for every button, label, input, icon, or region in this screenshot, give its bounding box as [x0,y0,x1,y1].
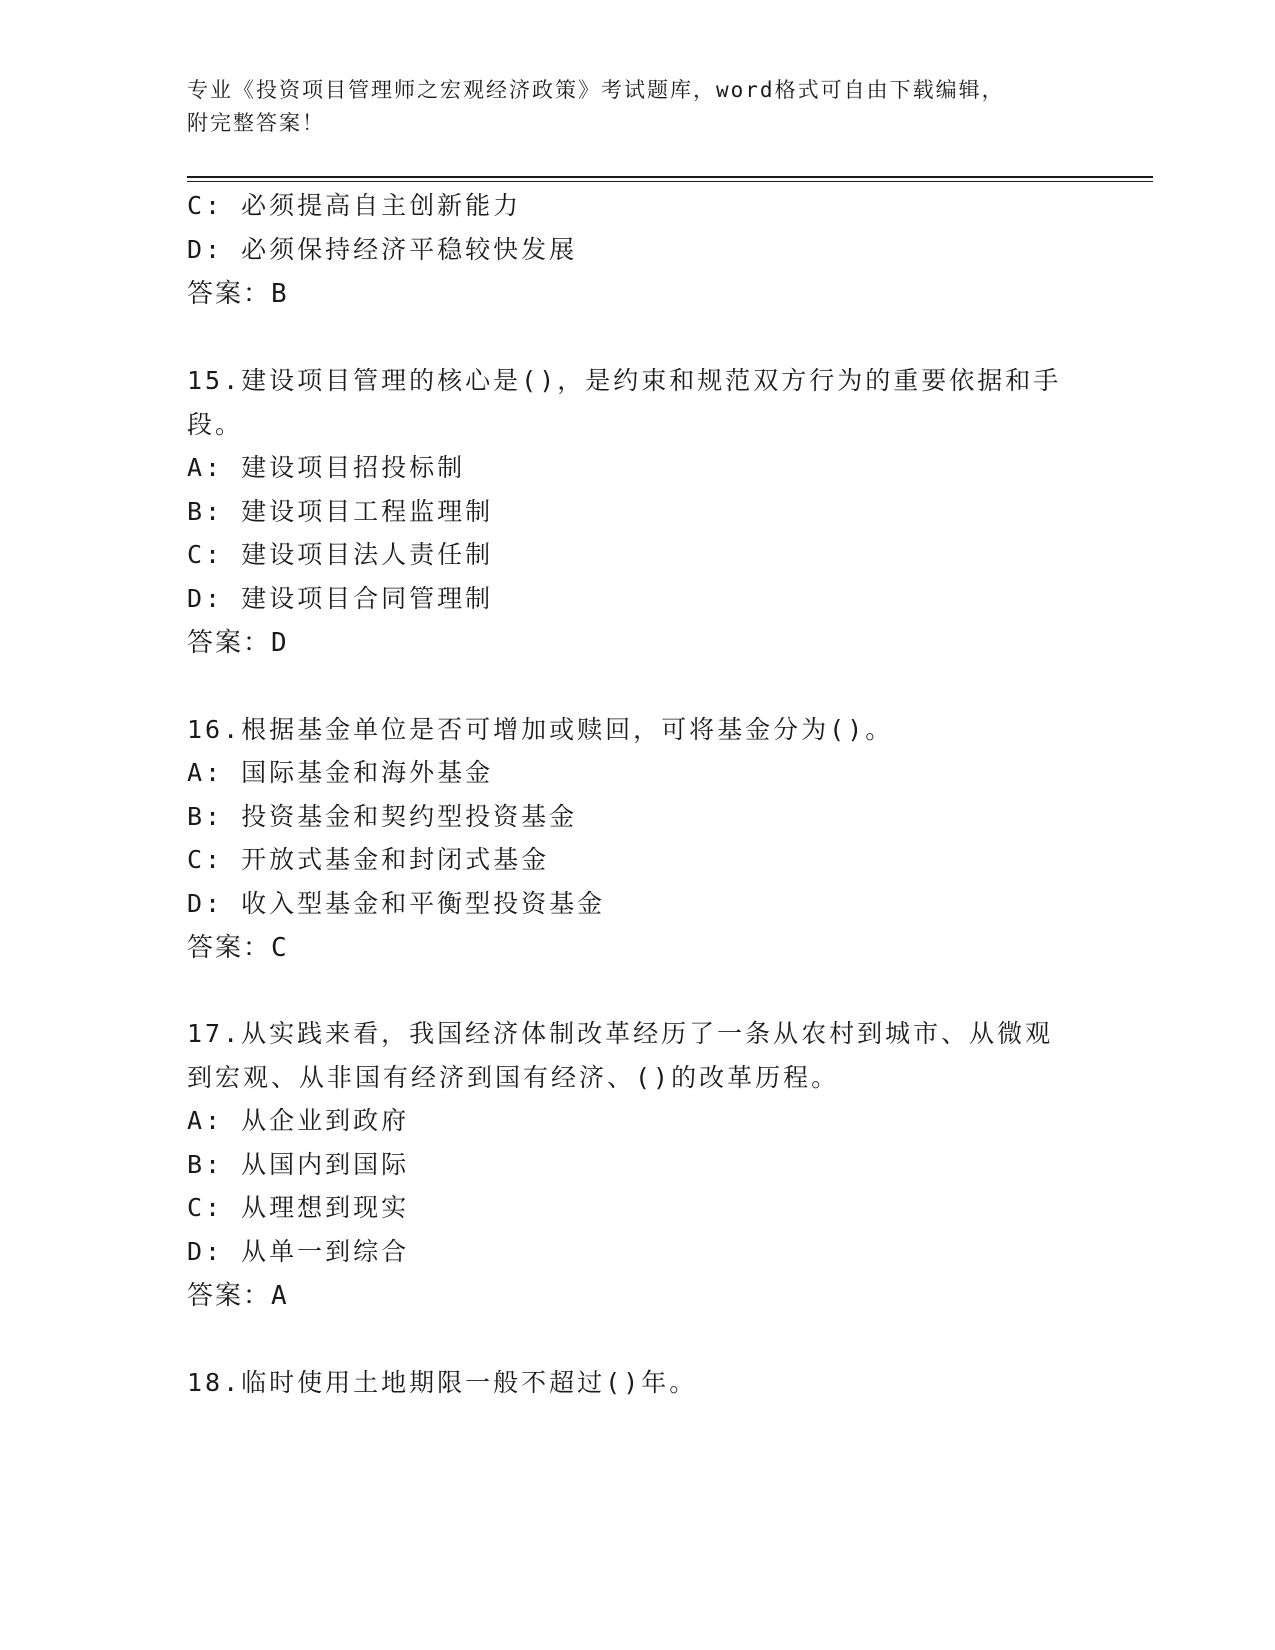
q16-option-b: B: 投资基金和契约型投资基金 [187,802,578,831]
q15-option-d: D: 建设项目合同管理制 [187,584,494,613]
q16-option-c: C: 开放式基金和封闭式基金 [187,845,550,874]
header-line-1: 专业《投资项目管理师之宏观经济政策》考试题库，word格式可自由下载编辑， [187,78,1005,102]
q15-option-b: B: 建设项目工程监理制 [187,497,494,526]
q15-option-c: C: 建设项目法人责任制 [187,540,494,569]
q17-answer: 答案：A [187,1281,289,1311]
q16-answer: 答案：C [187,933,289,963]
q14-option-d: D: 必须保持经济平稳较快发展 [187,235,578,264]
q14-option-c: C: 必须提高自主创新能力 [187,191,522,220]
q18-stem-line-1: 18.临时使用土地期限一般不超过()年。 [187,1368,698,1397]
q16-stem-line-1: 16.根据基金单位是否可增加或赎回，可将基金分为()。 [187,715,894,744]
header-divider-thin [187,181,1153,182]
q17-option-b: B: 从国内到国际 [187,1150,410,1179]
q15-stem-line-2: 段。 [187,410,244,439]
q16-option-a: A: 国际基金和海外基金 [187,758,494,787]
q17-stem-line-2: 到宏观、从非国有经济到国有经济、()的改革历程。 [187,1063,840,1092]
q14-answer: 答案：B [187,279,289,309]
q17-option-d: D: 从单一到综合 [187,1237,410,1266]
q17-option-c: C: 从理想到现实 [187,1193,410,1222]
q17-option-a: A: 从企业到政府 [187,1106,410,1135]
document-header [187,74,1087,140]
q15-answer: 答案：D [187,628,289,658]
q15-stem-line-1: 15.建设项目管理的核心是()，是约束和规范双方行为的重要依据和手 [187,366,1062,395]
header-line-2: 附完整答案！ [187,111,325,135]
q17-stem-line-1: 17.从实践来看，我国经济体制改革经历了一条从农村到城市、从微观 [187,1019,1054,1048]
q15-option-a: A: 建设项目招投标制 [187,453,466,482]
header-divider-thick [187,176,1153,178]
q16-option-d: D: 收入型基金和平衡型投资基金 [187,889,606,918]
